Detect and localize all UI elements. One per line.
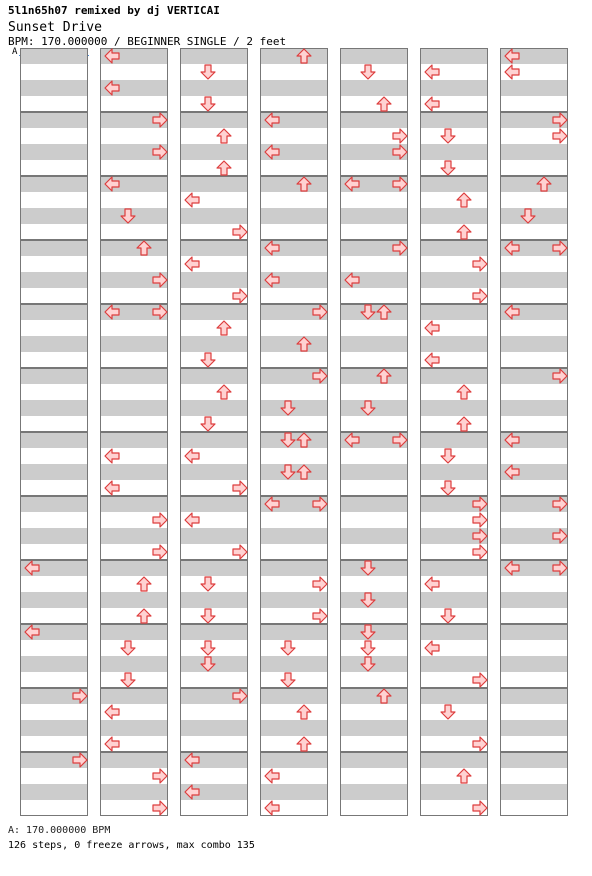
measure-stripe — [420, 464, 488, 480]
measure-stripe — [20, 784, 88, 800]
measure-stripe — [20, 336, 88, 352]
measure-stripe — [420, 592, 488, 608]
measure-stripe — [500, 688, 568, 704]
measure-stripe — [20, 528, 88, 544]
measure-stripe — [500, 720, 568, 736]
measure-stripe — [340, 528, 408, 544]
measure-stripe — [260, 208, 328, 224]
measure-stripe — [20, 368, 88, 384]
measure-stripe — [260, 560, 328, 576]
measure-stripe — [340, 112, 408, 128]
measure-stripe — [20, 208, 88, 224]
measure-stripe — [20, 272, 88, 288]
measure-stripe — [180, 208, 248, 224]
measure-stripe — [340, 464, 408, 480]
measure-stripe — [180, 560, 248, 576]
measure-stripe — [100, 336, 168, 352]
measure-stripe — [20, 400, 88, 416]
measure-stripe — [420, 560, 488, 576]
measure-stripe — [340, 496, 408, 512]
measure-stripe — [420, 784, 488, 800]
measure-stripe — [20, 144, 88, 160]
measure-stripe — [500, 752, 568, 768]
measure-stripe — [500, 624, 568, 640]
measure-stripe — [180, 304, 248, 320]
measure-stripe — [420, 720, 488, 736]
measure-stripe — [20, 48, 88, 64]
measure-stripe — [500, 400, 568, 416]
measure-stripe — [20, 432, 88, 448]
measure-stripe — [500, 176, 568, 192]
measure-stripe — [180, 272, 248, 288]
measure-stripe — [340, 688, 408, 704]
measure-stripe — [500, 784, 568, 800]
measure-stripe — [340, 80, 408, 96]
measure-stripe — [420, 304, 488, 320]
measure-stripe — [180, 528, 248, 544]
measure-stripe — [100, 368, 168, 384]
measure-stripe — [100, 784, 168, 800]
measure-stripe — [420, 80, 488, 96]
measure-stripe — [180, 592, 248, 608]
measure-stripe — [20, 240, 88, 256]
measure-stripe — [260, 784, 328, 800]
measure-stripe — [260, 752, 328, 768]
measure-stripe — [260, 80, 328, 96]
measure-stripe — [420, 176, 488, 192]
measure-stripe — [100, 752, 168, 768]
measure-stripe — [180, 368, 248, 384]
measure-stripe — [100, 560, 168, 576]
measure-stripe — [420, 240, 488, 256]
measure-stripe — [420, 144, 488, 160]
measure-stripe — [260, 48, 328, 64]
measure-stripe — [180, 336, 248, 352]
page-title: 5l1n65h07 remixed by dj VERTICAI — [8, 4, 220, 17]
measure-stripe — [340, 752, 408, 768]
measure-stripe — [100, 464, 168, 480]
measure-stripe — [340, 368, 408, 384]
measure-stripe — [340, 336, 408, 352]
measure-stripe — [100, 656, 168, 672]
measure-stripe — [20, 112, 88, 128]
measure-stripe — [420, 656, 488, 672]
measure-stripe — [420, 752, 488, 768]
measure-stripe — [100, 528, 168, 544]
measure-stripe — [420, 336, 488, 352]
measure-stripe — [500, 592, 568, 608]
measure-stripe — [100, 432, 168, 448]
measure-stripe — [100, 240, 168, 256]
measure-stripe — [260, 656, 328, 672]
measure-stripe — [420, 688, 488, 704]
measure-stripe — [180, 496, 248, 512]
measure-stripe — [260, 592, 328, 608]
measure-stripe — [420, 624, 488, 640]
measure-stripe — [180, 624, 248, 640]
measure-stripe — [260, 624, 328, 640]
measure-stripe — [340, 48, 408, 64]
measure-stripe — [420, 272, 488, 288]
measure-stripe — [500, 144, 568, 160]
measure-stripe — [180, 400, 248, 416]
chart-stats: 126 steps, 0 freeze arrows, max combo 135 — [8, 840, 255, 851]
measure-stripe — [100, 624, 168, 640]
measure-stripe — [420, 112, 488, 128]
measure-stripe — [260, 176, 328, 192]
measure-stripe — [260, 688, 328, 704]
measure-stripe — [100, 400, 168, 416]
measure-stripe — [180, 144, 248, 160]
measure-stripe — [260, 720, 328, 736]
measure-stripe — [20, 496, 88, 512]
measure-stripe — [100, 592, 168, 608]
measure-stripe — [420, 400, 488, 416]
measure-stripe — [20, 464, 88, 480]
measure-stripe — [180, 80, 248, 96]
measure-stripe — [180, 432, 248, 448]
measure-stripe — [180, 720, 248, 736]
measure-stripe — [20, 80, 88, 96]
measure-stripe — [500, 272, 568, 288]
measure-stripe — [340, 720, 408, 736]
measure-stripe — [180, 112, 248, 128]
measure-stripe — [420, 368, 488, 384]
measure-stripe — [20, 176, 88, 192]
measure-stripe — [100, 688, 168, 704]
measure-stripe — [340, 784, 408, 800]
measure-stripe — [260, 528, 328, 544]
measure-stripe — [500, 656, 568, 672]
measure-stripe — [100, 720, 168, 736]
bpm-legend: A: 170.000000 BPM — [8, 825, 111, 836]
bpm-marker: A — [12, 47, 18, 57]
measure-stripe — [420, 48, 488, 64]
measure-stripe — [340, 208, 408, 224]
measure-stripe — [20, 656, 88, 672]
measure-stripe — [180, 464, 248, 480]
measure-stripe — [500, 336, 568, 352]
measure-stripe — [20, 304, 88, 320]
measure-stripe — [20, 592, 88, 608]
song-title: Sunset Drive — [8, 20, 102, 35]
measure-stripe — [420, 208, 488, 224]
measure-stripe — [100, 496, 168, 512]
measure-stripe — [420, 432, 488, 448]
measure-stripe — [260, 336, 328, 352]
measure-stripe — [180, 240, 248, 256]
chart-meta: BPM: 170.000000 / BEGINNER SINGLE / 2 feet — [8, 35, 287, 48]
measure-stripe — [500, 80, 568, 96]
measure-stripe — [20, 720, 88, 736]
measure-stripe — [180, 176, 248, 192]
measure-stripe — [180, 48, 248, 64]
